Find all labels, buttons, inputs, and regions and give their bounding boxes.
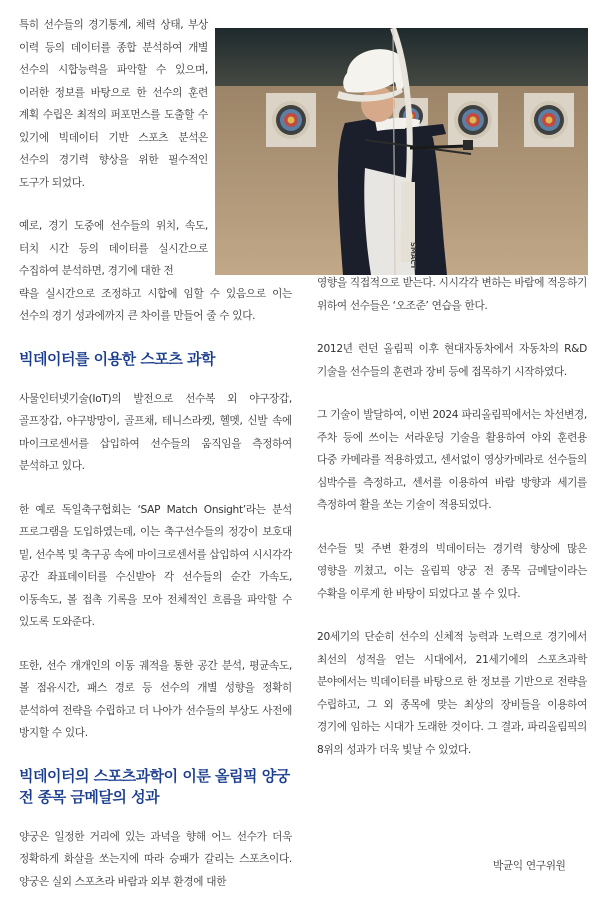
realtime-paragraph-part2: 략을 실시간으로 조정하고 시합에 임할 수 있음으로 이는 선수의 경기 성과에까지 큰 차이를 만들어 줄 수 있다. bbox=[19, 287, 292, 322]
archery-paragraph: 양궁은 일정한 거리에 있는 과녁을 향해 어느 선수가 더욱 정확하게 화살을 쏘는지에 따라 승패가 갈리는 스포츠이다. 양궁은 실외 스포츠라 바람과 외부 환경에 대한 bbox=[19, 830, 292, 888]
bigdata-paragraph: 선수들 및 주변 환경의 빅데이터는 경기력 향상에 많은 영향을 끼쳤고, 이는 올림픽 양궁 전 종목 금메달이라는 수확을 이루게 한 바탕이 되었다고 볼 수 있다. bbox=[317, 542, 587, 600]
bow-text: SMACT bbox=[409, 242, 417, 270]
author-credit: 박균익 연구위원 bbox=[493, 860, 566, 872]
right-column bbox=[317, 272, 587, 782]
paris-paragraph: 그 기술이 발달하여, 이번 2024 파리올림픽에서는 차선변경, 주차 등에 쓰이는 서라운딩 기술을 활용하여 야외 훈련용 다중 카메라를 적용하였고, 센서없이 영상카메라로 선수들의 심박수를 측정하고, 센서를 이용하여 바람 방향과 세기를 측정하여 활을 쏘는 기술이 적용되었다. bbox=[317, 409, 587, 511]
section-heading-sports-science: 빅데이터를 이용한 스포츠 과학 bbox=[19, 349, 216, 368]
section-heading-archery-gold: 빅데이터의 스포츠과학이 이룬 올림픽 양궁 전 종목 금메달의 성과 bbox=[19, 766, 290, 806]
sap-paragraph: 한 예로 독일축구협회는 ‘SAP Match Onsight’라는 분석 프로그램을 도입하였는데, 이는 축구선수들의 정강이 보호대 밑, 선수복 및 축구공 속에 마이크로센서를 삽입하여 시시각각 공간 좌표데이터를 수신받아 각 선수들의 순간 가속도, 이동속도, 볼 접촉 기록을 모아 전체적인 흐름을 파악할 수 있도록 도와준다. bbox=[19, 503, 292, 628]
tracking-paragraph: 또한, 선수 개개인의 이동 궤적을 통한 공간 분석, 평균속도, 볼 점유시간, 패스 경로 등 선수의 개별 성향을 정확히 분석하여 전략을 수립하고 더 나아가 선수들의 부상도 사전에 방지할 수 있다. bbox=[19, 659, 292, 739]
wind-paragraph: 영향을 직접적으로 받는다. 시시각각 변하는 바람에 적응하기 위하여 선수들은 ‘오조준’ 연습을 한다. bbox=[317, 277, 587, 312]
left-column bbox=[19, 14, 292, 914]
conclusion-paragraph: 20세기의 단순히 선수의 신체적 능력과 노력으로 경기에서 최선의 성적을 얻는 시대에서, 21세기에의 스포츠과학 분야에서는 빅데이터를 바탕으로 한 정보를 기반으로 전략을 수립하고, 그 외 종목에 맞는 최상의 장비들을 이용하여 경기에 임하는 시대가 도래한 것이다. 그 결과, 파리올림픽의 8위의 성과가 더욱 빛날 수 있었다. bbox=[317, 631, 587, 756]
iot-paragraph: 사물인터넷기술(IoT)의 발전으로 선수복 외 야구장갑, 골프장갑, 야구방망이, 골프채, 테니스라켓, 헬멧, 신발 속에 마이크로센서를 삽입하여 선수들의 움직임을 측정하여 분석하고 있다. bbox=[19, 392, 292, 472]
hyundai-paragraph: 2012년 런던 올림픽 이후 현대자동차에서 자동차의 R&D 기술을 선수들의 훈련과 장비 등에 접목하기 시작하였다. bbox=[317, 343, 587, 378]
intro-paragraph: 특히 선수들의 경기통계, 체력 상태, 부상 이력 등의 데이터를 종합 분석하여 개별 선수의 시합능력을 파악할 수 있으며, 이러한 정보를 바탕으로 한 선수의 훈련 계획 수립은 최적의 퍼포먼스를 도출할 수 있기에 빅데이터 기반 스포츠 분석은 선수의 경기력 향상을 위한 필수적인 도구가 되었다. bbox=[19, 19, 208, 189]
realtime-paragraph-part1: 예로, 경기 도중에 선수들의 위치, 속도, 터치 시간 등의 데이터를 실시간으로 수집하여 분석하면, 경기에 대한 전 bbox=[19, 220, 208, 277]
